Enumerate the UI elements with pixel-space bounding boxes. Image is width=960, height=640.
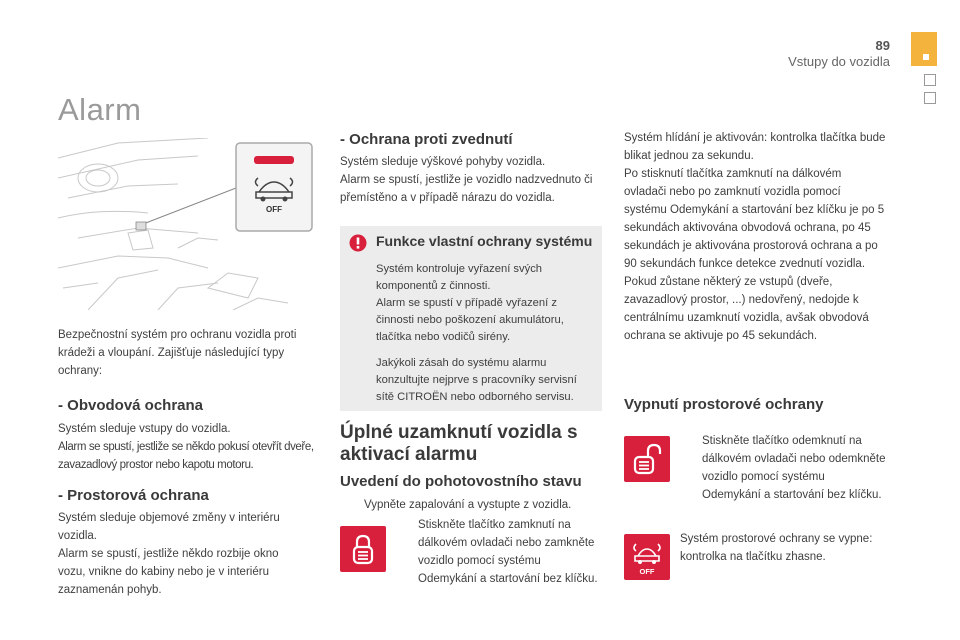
note-text: [376, 261, 594, 406]
tilt-heading: - Ochrana proti zvednutí: [340, 131, 513, 148]
disable-step-text: Stiskněte tlačítko odemknutí na dálkovém ovladači nebo odemkněte vozidlo pomocí systému Odemykání a startování bez klíčku.: [702, 435, 886, 501]
unlock-button: [624, 436, 670, 482]
perimeter-text: [58, 420, 316, 474]
arming-status-text: Systém hlídání je aktivován: kontrolka tlačítka bude blikat jednou za sekundu. Po stisknutí tlačítka zamknutí na dálkovém ovladači nebo po zamknutí vozidla pomocí systému Odemykání a startování bez klíčku je po 5 sekundách aktivována obvodová ochrana, po 45 sekundách je aktivována prostorová ochrana a po 90 sekundách funkce detekce zvednutí vozidla. Pokud zůstane některý ze vstupů (dveře, zavazadlový prostor, ...) nedovřený, nedojde k centrálnímu uzamknutí vozidla, avšak obvodová ochrana se aktivuje po 45 sekundách.: [624, 132, 886, 342]
note-title: Funkce vlastní ochrany systému: [376, 233, 593, 249]
lock-button: [340, 526, 386, 572]
alarm-off-icon: [624, 534, 670, 580]
off-label: OFF: [266, 205, 282, 214]
perimeter-heading: - Obvodová ochrana: [58, 397, 204, 414]
alarm-off-label: OFF: [639, 567, 655, 576]
note-paragraph-2: Jakýkoli zásah do systému alarmu konzultujte nejprve s pracovníky servisní sítě CITROËN nebo odborného servisu.: [376, 357, 577, 403]
chapter-marker-1: [924, 74, 936, 86]
section-title: Vstupy do vozidla: [788, 54, 890, 69]
warning-icon: [348, 234, 368, 252]
alarm-button-illustration: [58, 138, 318, 310]
intro-text: Bezpečnostní systém pro ochranu vozidla proti krádeži a vloupání. Zajišťuje následující typy ochrany:: [58, 329, 297, 377]
page-number: 89: [875, 38, 890, 53]
note-paragraph-1b: Alarm se spustí v případě vyřazení z činnosti nebo poškození akumulátoru, tlačítka nebo vodičů sirény.: [376, 297, 564, 343]
perimeter-text-2: Alarm se spustí, jestliže se někdo pokusí otevřít dveře, zavazadlový prostor nebo kapotu motoru.: [58, 441, 314, 471]
tilt-text-1: Systém sleduje výškové pohyby vozidla.: [340, 156, 546, 168]
note-paragraph-1a: Systém kontroluje vyřazení svých komponentů z činnosti.: [376, 263, 543, 292]
page-title: Alarm: [58, 92, 142, 127]
lock-icon: [340, 526, 386, 572]
chapter-tab: [911, 32, 937, 66]
volumetric-text-2: Alarm se spustí, jestliže někdo rozbije okno vozu, vnikne do kabiny nebo je v interiéru zaznamenán pohyb.: [58, 548, 279, 596]
arming-step-2: [396, 516, 602, 588]
volumetric-text-1: Systém sleduje objemové změny v interiéru vozidla.: [58, 512, 280, 542]
unlock-icon: [624, 436, 670, 482]
full-lock-heading: Úplné uzamknutí vozidla s aktivací alarmu: [340, 422, 578, 465]
disable-step: [680, 432, 886, 504]
disable-heading: Vypnutí prostorové ochrany: [624, 396, 824, 413]
arming-step-1: [340, 496, 602, 514]
disable-result-text: Systém prostorové ochrany se vypne: kontrolka na tlačítku zhasne.: [680, 533, 873, 563]
arming-heading: Uvedení do pohotovostního stavu: [340, 473, 582, 490]
tilt-text-2: Alarm se spustí, jestliže je vozidlo nadzvednuto či přemístěno a v případě nárazu do vozidla.: [340, 174, 593, 204]
alarm-off-button: [624, 534, 670, 580]
perimeter-text-1: Systém sleduje vstupy do vozidla.: [58, 423, 231, 435]
arming-step-2-text: Stiskněte tlačítko zamknutí na dálkovém ovladači nebo zamkněte vozidlo pomocí systému Odemykání a startování bez klíčku.: [418, 519, 598, 585]
self-protection-note: [340, 226, 602, 411]
dashboard-illustration: [58, 138, 318, 310]
chapter-marker-2: [924, 92, 936, 104]
volumetric-heading: - Prostorová ochrana: [58, 487, 209, 504]
volumetric-text: [58, 509, 308, 599]
arming-step-1-text: Vypněte zapalování a vystupte z vozidla.: [364, 499, 572, 511]
tilt-text: [340, 153, 602, 207]
